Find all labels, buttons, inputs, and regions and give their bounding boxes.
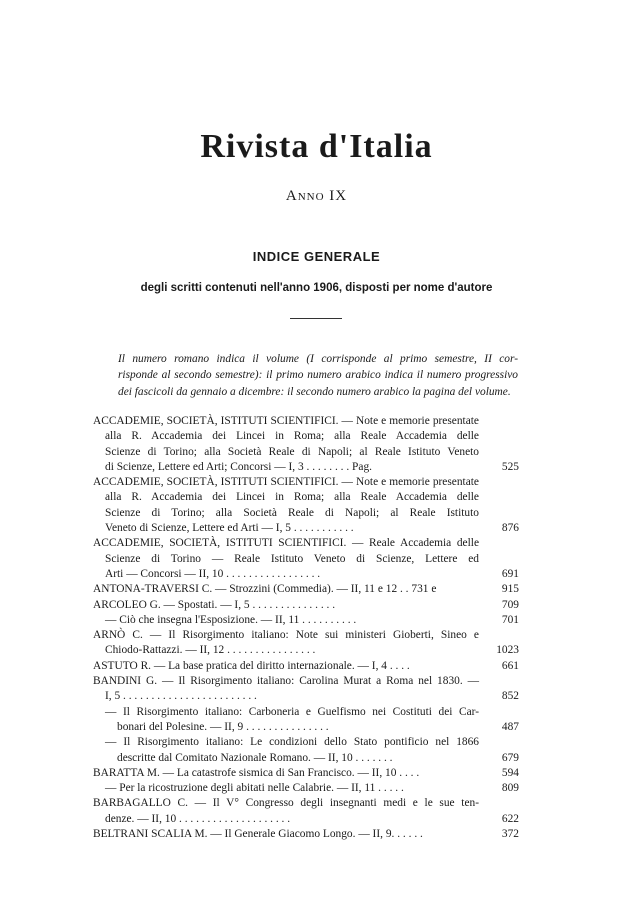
entry-line: BANDINI G. — Il Risorgimento italiano: Carolina Murat a Roma nel 1830. — <box>93 675 479 688</box>
entry-line: Arti — Concorsi — II, 10 . . . . . . . . . . . . . . . . . <box>105 567 321 580</box>
index-entries <box>93 414 519 842</box>
entry-line: bonari del Polesine. — II, 9 . . . . . . . . . . . . . . . <box>117 720 329 733</box>
entry-text <box>93 613 479 628</box>
intro-line: Il numero romano indica il volume (I corrisponde al primo semestre, II cor- <box>118 353 518 365</box>
entry-line: — Ciò che insegna l'Esposizione. — II, 11 . . . . . . . . . . <box>105 613 357 626</box>
entry-page-number: 809 <box>501 782 519 795</box>
entry-line: alla R. Accademia dei Lincei in Roma; alla Reale Accademia delle <box>105 430 479 443</box>
index-entry <box>93 598 519 613</box>
intro-line: dei fascicoli da gennaio a dicembre: il secondo numero arabico la pagina del volume. <box>118 385 511 398</box>
entry-line: Chiodo-Rattazzi. — II, 12 . . . . . . . . . . . . . . . . <box>105 644 316 657</box>
entry-text <box>93 582 479 597</box>
entry-page-number: 679 <box>501 751 519 764</box>
entry-text <box>93 766 479 781</box>
entry-line: Scienze di Torino; alla Società Reale di Napoli; al Reale Istituto Veneto <box>105 445 479 458</box>
entry-line: ACCADEMIE, SOCIETÀ, ISTITUTI SCIENTIFICI. — Note e memorie presentate <box>93 415 479 427</box>
index-entry <box>93 735 519 766</box>
entry-line: — Il Risorgimento italiano: Le condizioni dello Stato pontificio nel 1866 <box>105 736 479 749</box>
entry-line: ARCOLEO G. — Spostati. — I, 5 . . . . . . . . . . . . . . . <box>93 598 336 611</box>
entry-page-number: 372 <box>501 828 519 841</box>
index-entry <box>93 536 519 582</box>
entry-text <box>93 659 479 674</box>
entry-text <box>93 781 479 796</box>
entry-line: — Il Risorgimento italiano: Carboneria e Guelfismo nei Costituti dei Car- <box>105 705 479 718</box>
index-entry <box>93 613 519 628</box>
index-entry <box>93 582 519 597</box>
entry-text <box>93 735 479 766</box>
index-entry <box>93 781 519 796</box>
entry-page-number: 876 <box>501 522 519 535</box>
intro-note <box>118 351 518 400</box>
index-entry <box>93 705 519 736</box>
index-entry <box>93 827 519 842</box>
entry-line: — Per la ricostruzione degli abitati nelle Calabrie. — II, 11 . . . . . <box>105 782 404 795</box>
index-entry <box>93 796 519 827</box>
divider-rule <box>290 318 342 319</box>
entry-page-number: 594 <box>501 766 519 779</box>
entry-text <box>93 827 479 842</box>
entry-text <box>93 414 479 475</box>
volume-year: Anno IX <box>285 188 348 204</box>
entry-text <box>93 475 479 536</box>
index-entry <box>93 475 519 536</box>
entry-line: Scienze di Torino — Reale Istituto Veneto di Scienze, Lettere ed <box>105 552 479 565</box>
entry-line: BARBAGALLO C. — Il V° Congresso degli insegnanti medi e le sue ten- <box>93 797 479 810</box>
index-entry <box>93 766 519 781</box>
index-entry <box>93 628 519 659</box>
intro-line: risponde al secondo semestre): il primo numero arabico indica il numero progressivo <box>118 369 518 382</box>
index-entry <box>93 659 519 674</box>
entry-page-number: 487 <box>501 720 519 733</box>
entry-text <box>93 796 479 827</box>
journal-title: Rivista d'Italia <box>200 128 433 165</box>
entry-line: Scienze di Torino; alla Società Reale di Napoli; al Reale Istituto <box>105 506 479 519</box>
entry-line: ASTUTO R. — La base pratica del diritto internazionale. — I, 4 . . . . <box>93 659 410 672</box>
entry-page-number: 622 <box>501 812 519 825</box>
entry-text <box>93 628 479 659</box>
entry-line: Veneto di Scienze, Lettere ed Arti — I, 5 . . . . . . . . . . . <box>105 522 354 535</box>
index-entry <box>93 414 519 475</box>
entry-line: I, 5 . . . . . . . . . . . . . . . . . . . . . . . . <box>105 690 257 703</box>
entry-line: BELTRANI SCALIA M. — Il Generale Giacomo Longo. — II, 9. . . . . . <box>93 828 423 841</box>
entry-page-number: 1023 <box>496 644 519 657</box>
entry-line: ANTONA-TRAVERSI C. — Strozzini (Commedia). — II, 11 e 12 . . 731 e <box>93 583 437 596</box>
entry-page-number: 661 <box>501 659 519 672</box>
entry-page-number: 915 <box>501 583 519 596</box>
index-subtitle: degli scritti contenuti nell'anno 1906, disposti per nome d'autore <box>140 282 493 294</box>
entry-text <box>93 674 479 705</box>
entry-text <box>93 598 479 613</box>
entry-text <box>93 536 479 582</box>
entry-page-number: 691 <box>501 567 519 580</box>
entry-page-number: 852 <box>501 690 519 703</box>
entry-page-number: 701 <box>501 613 519 626</box>
entry-line: ARNÒ C. — Il Risorgimento italiano: Note sui ministeri Gioberti, Sineo e <box>93 629 479 642</box>
index-heading: INDICE GENERALE <box>252 249 381 264</box>
entry-line: BARATTA M. — La catastrofe sismica di San Francisco. — II, 10 . . . . <box>93 766 420 779</box>
entry-line: ACCADEMIE, SOCIETÀ, ISTITUTI SCIENTIFICI. — Reale Accademia delle <box>93 537 479 550</box>
entry-page-number: 525 <box>501 460 519 473</box>
index-entry <box>93 674 519 705</box>
entry-line: di Scienze, Lettere ed Arti; Concorsi — I, 3 . . . . . . . . Pag. <box>105 460 372 473</box>
entry-line: alla R. Accademia dei Lincei in Roma; alla Reale Accademia delle <box>105 491 479 504</box>
entry-line: denze. — II, 10 . . . . . . . . . . . . . . . . . . . . <box>105 812 291 825</box>
entry-text <box>93 705 479 736</box>
entry-line: descritte dal Comitato Nazionale Romano. — II, 10 . . . . . . . <box>117 751 393 764</box>
entry-page-number: 709 <box>501 598 519 611</box>
entry-line: ACCADEMIE, SOCIETÀ, ISTITUTI SCIENTIFICI. — Note e memorie presentate <box>93 476 479 489</box>
